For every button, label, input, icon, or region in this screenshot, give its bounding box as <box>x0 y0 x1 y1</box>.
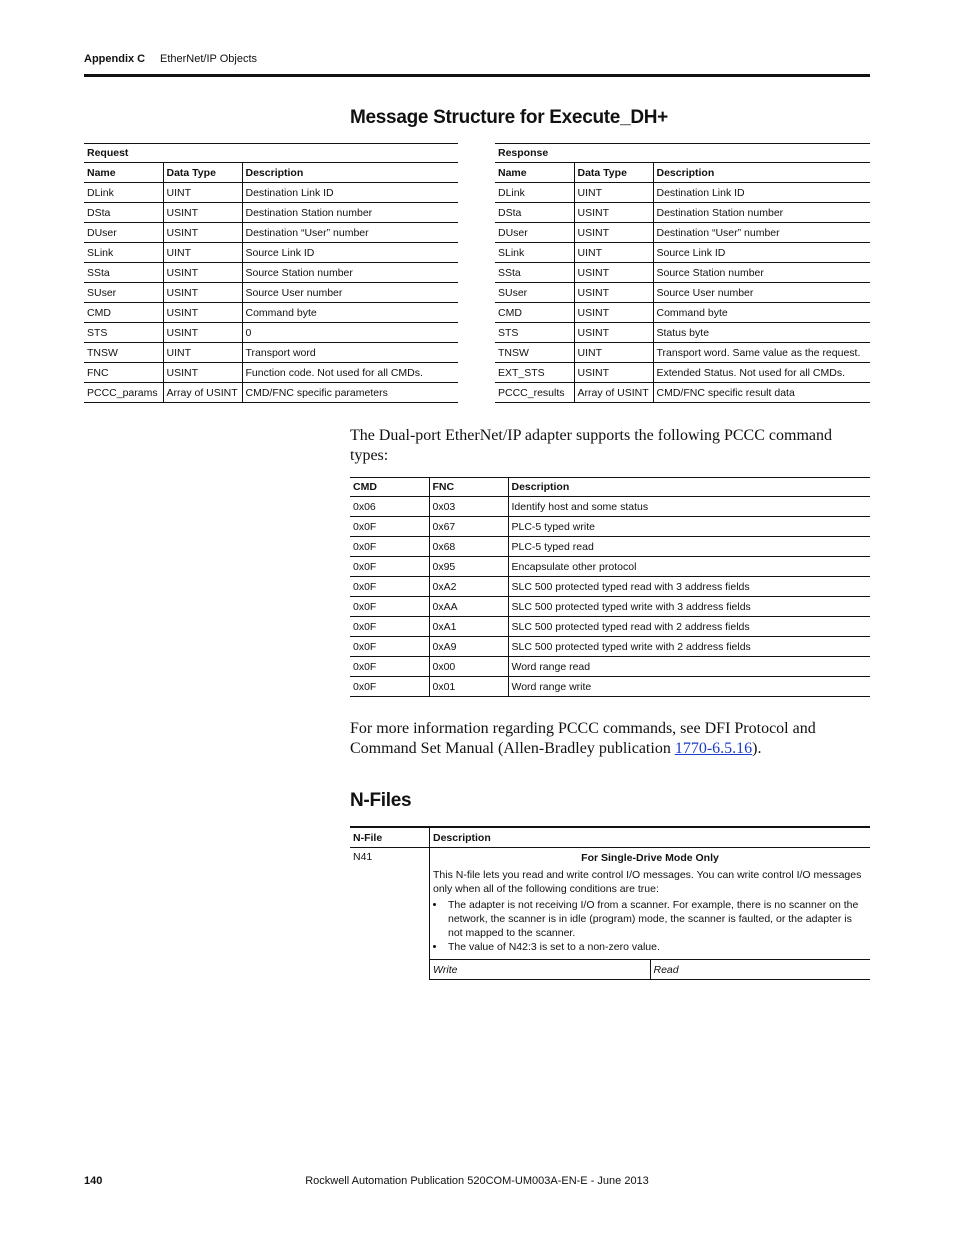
nfile-id: N41 <box>353 851 373 863</box>
read-access: Read <box>650 960 871 979</box>
table-row <box>495 283 870 303</box>
table-row <box>84 323 458 343</box>
command-rows <box>350 497 870 697</box>
table-cell: SLink <box>84 243 163 263</box>
column-header: CMD <box>350 478 429 497</box>
table-cell: STS <box>84 323 163 343</box>
table-cell: PLC-5 typed write <box>508 517 870 537</box>
table-cell: TNSW <box>495 343 574 363</box>
table-cell: USINT <box>163 283 242 303</box>
table-cell: Status byte <box>653 323 870 343</box>
column-header: Description <box>429 828 870 847</box>
table-cell: SSta <box>84 263 163 283</box>
table-cell: Command byte <box>242 303 458 323</box>
table-row <box>495 203 870 223</box>
table-row <box>84 283 458 303</box>
table-cell: 0x06 <box>350 497 429 517</box>
intro-paragraph: The Dual-port EtherNet/IP adapter supports the following PCCC command types: <box>350 427 832 464</box>
condition-item: • The adapter is not receiving I/O from a scanner. For example, there is no scanner on the network, the scanner is in idle (program) mode, the scanner is faulted, or the adapter is not mapped to the scanner. <box>446 898 867 940</box>
table-cell: UINT <box>163 183 242 203</box>
table-cell: Destination “User” number <box>653 223 870 243</box>
table-cell: USINT <box>574 363 653 383</box>
table-cell: USINT <box>163 323 242 343</box>
table-cell: Source Link ID <box>653 243 870 263</box>
access-row <box>430 959 870 980</box>
table-cell: Command byte <box>653 303 870 323</box>
table-cell: UINT <box>574 183 653 203</box>
table-row <box>495 363 870 383</box>
table-cell: 0x0F <box>350 597 429 617</box>
column-header: Data Type <box>163 163 242 183</box>
table-cell: DUser <box>84 223 163 243</box>
table-cell: SSta <box>495 263 574 283</box>
column-header: Name <box>84 163 163 183</box>
table-cell: USINT <box>163 263 242 283</box>
table-row <box>350 577 870 597</box>
nfiles-heading: N-Files <box>350 790 412 811</box>
table-row <box>350 557 870 577</box>
table-cell: UINT <box>163 343 242 363</box>
table-row <box>495 183 870 203</box>
table-cell: SUser <box>84 283 163 303</box>
nfile-intro: This N-file lets you read and write control I/O messages. You can write control I/O messages only when all of the following conditions are true: <box>433 869 862 895</box>
table-row <box>495 323 870 343</box>
publication-link[interactable]: 1770-6.5.16 <box>674 740 753 757</box>
table-row <box>495 263 870 283</box>
table-cell: 0x01 <box>429 677 508 697</box>
table-cell: DLink <box>84 183 163 203</box>
pccc-command-table <box>350 477 870 697</box>
table-cell: Transport word <box>242 343 458 363</box>
appendix-label: Appendix C <box>84 53 146 65</box>
table-cell: PCCC_params <box>84 383 163 403</box>
table-cell: Destination Link ID <box>242 183 458 203</box>
table-cell: Destination “User” number <box>242 223 458 243</box>
table-cell: 0xA1 <box>429 617 508 637</box>
table-cell: Extended Status. Not used for all CMDs. <box>653 363 870 383</box>
column-header: Name <box>495 163 574 183</box>
table-cell: USINT <box>163 203 242 223</box>
table-cell: UINT <box>163 243 242 263</box>
table-cell: USINT <box>574 303 653 323</box>
response-table <box>495 143 870 403</box>
nfile-description <box>429 848 870 980</box>
table-cell: 0x0F <box>350 557 429 577</box>
table-cell: Identify host and some status <box>508 497 870 517</box>
table-cell: 0xA9 <box>429 637 508 657</box>
table-row <box>350 657 870 677</box>
table-cell: 0x00 <box>429 657 508 677</box>
condition-list <box>433 898 867 954</box>
table-row <box>350 537 870 557</box>
table-cell: PCCC_results <box>495 383 574 403</box>
request-caption: Request <box>84 144 458 163</box>
table-cell: 0x68 <box>429 537 508 557</box>
table-cell: SLC 500 protected typed read with 3 address fields <box>508 577 870 597</box>
table-row <box>495 223 870 243</box>
table-cell: 0 <box>242 323 458 343</box>
table-cell: CMD/FNC specific result data <box>653 383 870 403</box>
column-header: FNC <box>429 478 508 497</box>
table-cell: 0x95 <box>429 557 508 577</box>
table-row <box>350 617 870 637</box>
reference-paragraph <box>350 719 870 759</box>
table-cell: Destination Link ID <box>653 183 870 203</box>
table-row <box>84 383 458 403</box>
write-access: Write <box>433 963 458 976</box>
publication-footer: Rockwell Automation Publication 520COM-UM003A-EN-E - June 2013 <box>305 1175 649 1187</box>
table-cell: Function code. Not used for all CMDs. <box>242 363 458 383</box>
table-row <box>84 183 458 203</box>
request-rows <box>84 183 458 403</box>
table-cell: USINT <box>574 203 653 223</box>
table-row <box>495 383 870 403</box>
table-row <box>495 303 870 323</box>
table-cell: Word range read <box>508 657 870 677</box>
table-cell: SLC 500 protected typed write with 3 address fields <box>508 597 870 617</box>
table-cell: 0x0F <box>350 657 429 677</box>
table-row <box>84 243 458 263</box>
table-cell: SUser <box>495 283 574 303</box>
table-cell: CMD <box>495 303 574 323</box>
table-cell: Source User number <box>242 283 458 303</box>
table-cell: EXT_STS <box>495 363 574 383</box>
running-header <box>84 53 257 65</box>
table-cell: 0x03 <box>429 497 508 517</box>
table-cell: 0x67 <box>429 517 508 537</box>
table-cell: 0x0F <box>350 517 429 537</box>
table-cell: USINT <box>574 283 653 303</box>
header-rule <box>84 74 870 77</box>
table-cell: USINT <box>574 223 653 243</box>
response-caption: Response <box>495 144 870 163</box>
table-row <box>350 677 870 697</box>
column-header: Data Type <box>574 163 653 183</box>
table-cell: STS <box>495 323 574 343</box>
table-cell: DUser <box>495 223 574 243</box>
table-cell: SLC 500 protected typed read with 2 address fields <box>508 617 870 637</box>
table-cell: DSta <box>495 203 574 223</box>
nfiles-header-row <box>350 826 870 848</box>
table-cell: USINT <box>574 263 653 283</box>
page-number: 140 <box>84 1175 103 1187</box>
table-row <box>84 263 458 283</box>
table-cell: 0x0F <box>350 577 429 597</box>
table-cell: DLink <box>495 183 574 203</box>
table-cell: Word range write <box>508 677 870 697</box>
section-label: EtherNet/IP Objects <box>160 53 258 65</box>
table-cell: CMD <box>84 303 163 323</box>
table-row <box>350 517 870 537</box>
table-cell: Encapsulate other protocol <box>508 557 870 577</box>
mode-note: For Single-Drive Mode Only <box>581 852 719 864</box>
table-row <box>84 303 458 323</box>
table-cell: FNC <box>84 363 163 383</box>
table-row <box>84 343 458 363</box>
table-cell: Source User number <box>653 283 870 303</box>
table-cell: USINT <box>163 363 242 383</box>
table-row <box>84 363 458 383</box>
table-cell: Source Station number <box>242 263 458 283</box>
table-cell: CMD/FNC specific parameters <box>242 383 458 403</box>
table-cell: SLink <box>495 243 574 263</box>
column-header: N-File <box>353 831 383 844</box>
table-cell: USINT <box>163 223 242 243</box>
table-cell: 0x0F <box>350 637 429 657</box>
table-row <box>495 343 870 363</box>
table-cell: 0x0F <box>350 537 429 557</box>
response-rows <box>495 183 870 403</box>
column-header: Description <box>508 478 870 497</box>
nfiles-table <box>350 826 870 980</box>
table-cell: Array of USINT <box>574 383 653 403</box>
table-cell: 0x0F <box>350 677 429 697</box>
table-cell: 0xA2 <box>429 577 508 597</box>
table-cell: PLC-5 typed read <box>508 537 870 557</box>
table-cell: Destination Station number <box>653 203 870 223</box>
table-cell: 0xAA <box>429 597 508 617</box>
table-row <box>84 203 458 223</box>
table-row <box>350 637 870 657</box>
reference-text: For more information regarding PCCC commands, see DFI Protocol and Command Set Manual (Allen-Bradley publication <box>350 720 816 757</box>
table-row <box>350 597 870 617</box>
table-row <box>495 243 870 263</box>
table-cell: Array of USINT <box>163 383 242 403</box>
page-title: Message Structure for Execute_DH+ <box>350 107 668 128</box>
table-cell: TNSW <box>84 343 163 363</box>
table-cell: Source Station number <box>653 263 870 283</box>
table-row <box>350 497 870 517</box>
table-cell: UINT <box>574 343 653 363</box>
table-cell: DSta <box>84 203 163 223</box>
table-cell: USINT <box>574 323 653 343</box>
table-cell: UINT <box>574 243 653 263</box>
column-header: Description <box>653 163 870 183</box>
reference-text-end: ). <box>752 740 762 757</box>
table-cell: USINT <box>163 303 242 323</box>
table-cell: 0x0F <box>350 617 429 637</box>
table-cell: SLC 500 protected typed write with 2 address fields <box>508 637 870 657</box>
table-cell: Source Link ID <box>242 243 458 263</box>
table-cell: Transport word. Same value as the request. <box>653 343 870 363</box>
table-row <box>84 223 458 243</box>
nfiles-row <box>350 848 870 980</box>
condition-item: • The value of N42:3 is set to a non-zero value. <box>446 940 867 954</box>
column-header: Description <box>242 163 458 183</box>
request-table <box>84 143 458 403</box>
table-cell: Destination Station number <box>242 203 458 223</box>
